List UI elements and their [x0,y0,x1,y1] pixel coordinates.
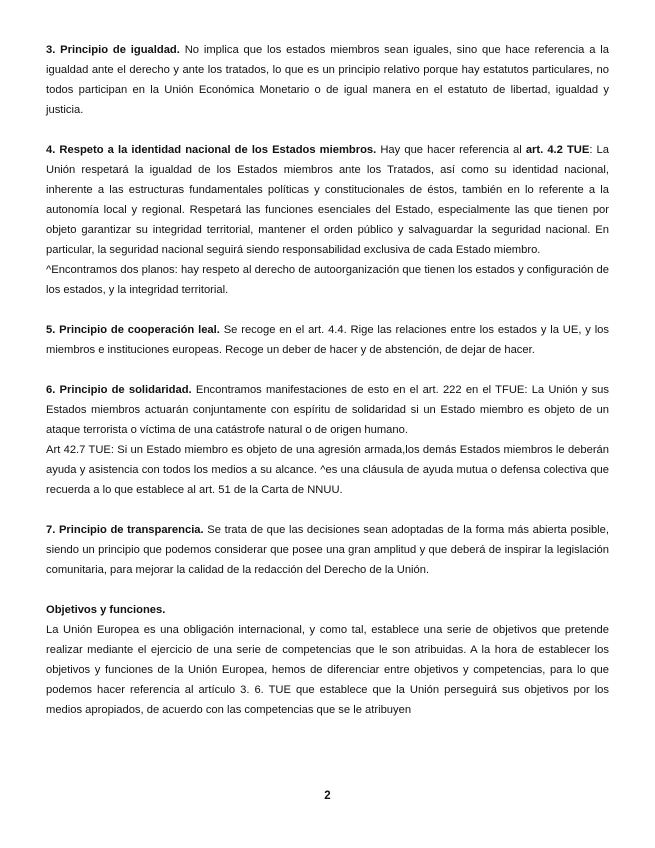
section-equality-principle [46,40,609,120]
national-identity-heading: 4. Respeto a la identidad nacional de los Estados miembros. [46,144,377,156]
transparency-paragraph [46,520,609,580]
page-number: 2 [324,790,331,802]
page-content [46,40,609,740]
article-reference: art. 4.2 TUE [525,144,590,156]
objectives-heading: Objetivos y funciones. [46,604,166,616]
transparency-heading: 7. Principio de transparencia. [46,524,204,536]
loyal-cooperation-text: Se recoge en el art. 4.4. Rige las relaciones entre los estados y la UE, y los miembros e instituciones europeas. Recoge un deber de hacer y de abstención, de dejar de hacer. [46,324,609,356]
section-solidarity [46,380,609,500]
solidarity-heading: 6. Principio de solidaridad. [46,384,192,396]
objectives-paragraph: La Unión Europea es una obligación internacional, y como tal, establece una serie de objetivos que pretende realizar mediante el ejercicio de una serie de competencias que le son atribuidas. A la hora de establecer los objetivos y funciones de la Unión Europea, hemos de diferenciar entre objetivos y competencias, para lo que podemos hacer referencia al artículo 3. 6. TUE que establece que la Unión perseguirá sus objetivos por los medios apropiados, de acuerdo con las competencias que se le atribuyen [46,624,609,716]
national-identity-text-pre: Hay que hacer referencia al [376,144,526,156]
national-identity-text-post: : La Unión respetará la igualdad de los Estados miembros ante los Tratados, así como su identidad nacional, inherente a las estructuras fundamentales políticas y constitucionales de éstos, también en lo referente a la autonomía local y regional. Respetará las funciones esenciales del Estado, especialmente las que tienen por objeto garantizar su integridad territorial, mantener el orden público y salvaguardar la seguridad nacional. En particular, la seguridad nacional seguirá siendo responsabilidad exclusiva de cada Estado miembro. [46,144,610,256]
solidarity-article-note: Art 42.7 TUE: Si un Estado miembro es objeto de una agresión armada,los demás Estados miembros le deberán ayuda y asistencia con todos los medios a su alcance. ^es una cláusula de ayuda mutua o defensa colectiva que recuerda a lo que establece al art. 51 de la Carta de NNUU. [46,444,609,496]
section-transparency [46,520,609,580]
solidarity-paragraph [46,380,609,440]
loyal-cooperation-paragraph [46,320,609,360]
national-identity-paragraph [46,140,609,260]
solidarity-text: Encontramos manifestaciones de esto en el art. 222 en el TFUE: La Unión y sus Estados miembros actuarán conjuntamente con espíritu de solidaridad si un Estado miembro es objeto de un ataque terrorista o víctima de una catástrofe natural o de origen humano. [46,384,609,436]
loyal-cooperation-heading: 5. Principio de cooperación leal. [46,324,220,336]
equality-text: No implica que los estados miembros sean iguales, sino que hace referencia a la igualdad ante el derecho y ante los tratados, lo que es un principio relativo porque hay estatutos particulares, no todos participan en la Unión Económica Monetario o de igual manera en el estatuto de libertad, igualdad y justicia. [46,44,609,116]
section-objectives [46,600,609,720]
equality-heading: 3. Principio de igualdad. [46,44,180,56]
section-loyal-cooperation [46,320,609,360]
national-identity-note: ^Encontramos dos planos: hay respeto al derecho de autoorganización que tienen los estados y configuración de los estados, y la integridad territorial. [46,264,609,296]
equality-paragraph [46,40,609,120]
section-national-identity [46,140,609,300]
transparency-text: Se trata de que las decisiones sean adoptadas de la forma más abierta posible, siendo un principio que podemos considerar que posee una gran amplitud y que deberá de inspirar la legislación comunitaria, para mejorar la calidad de la redacción del Derecho de la Unión. [46,524,609,576]
